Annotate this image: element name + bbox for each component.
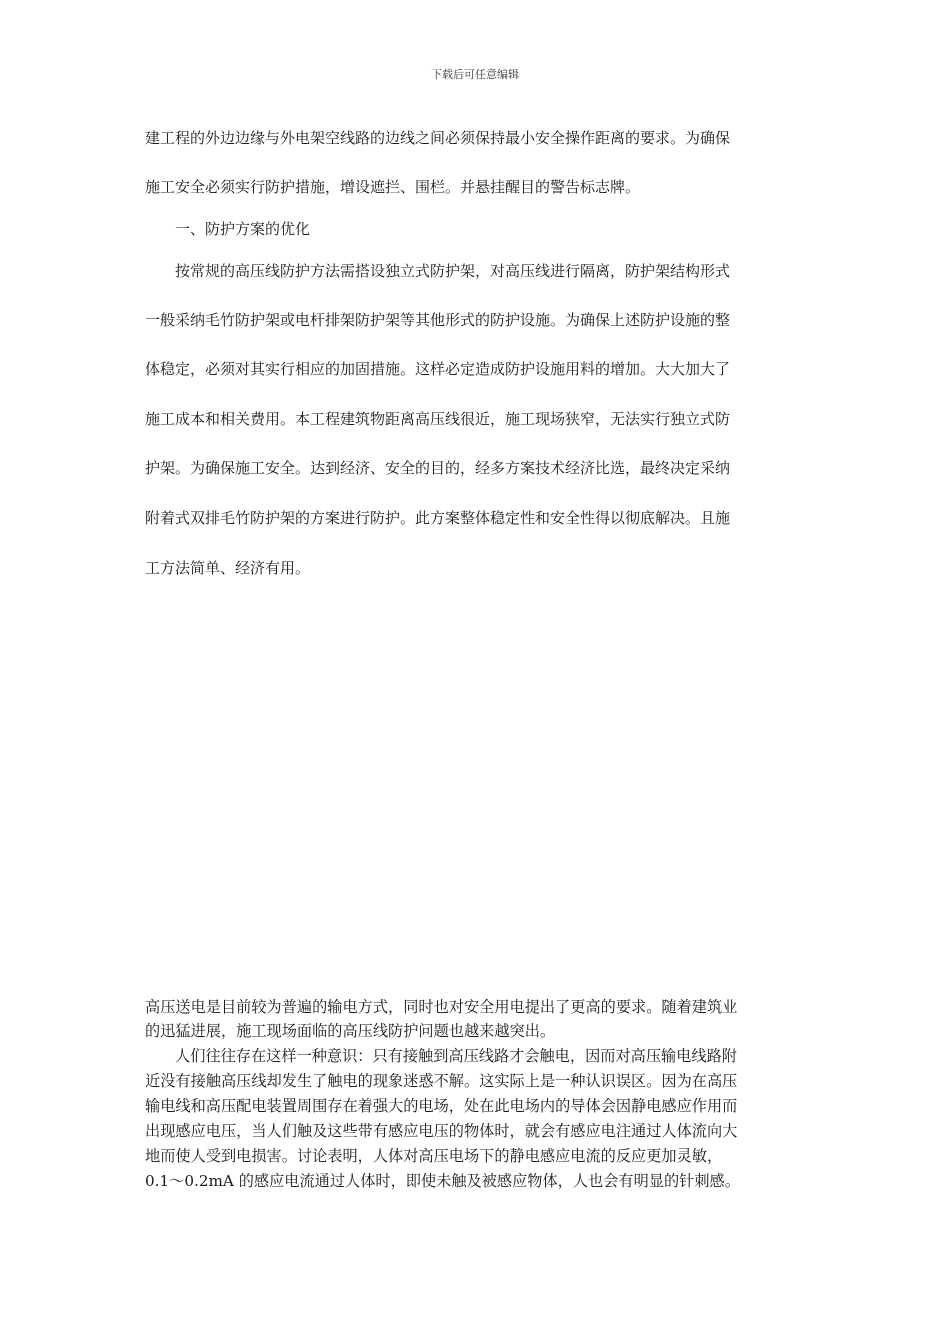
paragraph-line: 施工安全必须实行防护措施，增设遮拦、围栏。并悬挂醒目的警告标志牌。	[145, 178, 641, 196]
paragraph-line: 0.1～0.2mA 的感应电流通过人体时，即使未触及被感应物体，人也会有明显的针刺感。	[145, 1172, 740, 1190]
paragraph-line: 高压送电是目前较为普遍的输电方式，同时也对安全用电提出了更高的要求。随着建筑业	[145, 998, 738, 1016]
page-header: 下载后可任意编辑	[431, 68, 519, 81]
paragraph-line: 施工成本和相关费用。本工程建筑物距离高压线很近，施工现场狭窄，无法实行独立式防	[145, 410, 731, 428]
paragraph-line: 近没有接触高压线却发生了触电的现象迷惑不解。这实际上是一种认识误区。因为在高压	[145, 1072, 738, 1090]
paragraph-line: 的迅猛进展，施工现场面临的高压线防护问题也越来越突出。	[145, 1022, 556, 1040]
paragraph-line: 一般采纳毛竹防护架或电杆排架防护架等其他形式的防护设施。为确保上述防护设施的整	[145, 311, 731, 329]
paragraph-line: 人们往往存在这样一种意识：只有接触到高压线路才会触电，因而对高压输电线路附	[175, 1047, 737, 1065]
paragraph-line: 建工程的外边边缘与外电架空线路的边线之间必须保持最小安全操作距离的要求。为确保	[145, 129, 731, 147]
section-heading: 一、防护方案的优化	[175, 220, 311, 238]
paragraph-line: 出现感应电压，当人们触及这些带有感应电压的物体时，就会有感应电注通过人体流向大	[145, 1122, 738, 1140]
paragraph-line: 输电线和高压配电装置周围存在着强大的电场，处在此电场内的导体会因静电感应作用而	[145, 1097, 738, 1115]
paragraph-line: 护架。为确保施工安全。达到经济、安全的目的，经多方案技术经济比选，最终决定采纳	[145, 459, 731, 477]
paragraph-line: 附着式双排毛竹防护架的方案进行防护。此方案整体稳定性和安全性得以彻底解决。且施	[145, 509, 731, 527]
paragraph-line: 按常规的高压线防护方法需搭设独立式防护架，对高压线进行隔离，防护架结构形式	[175, 262, 731, 280]
paragraph-line: 地而使人受到电损害。讨论表明，人体对高压电场下的静电感应电流的反应更加灵敏，	[145, 1147, 723, 1165]
paragraph-line: 体稳定，必须对其实行相应的加固措施。这样必定造成防护设施用料的增加。大大加大了	[145, 360, 731, 378]
paragraph-line: 工方法简单、经济有用。	[145, 559, 311, 577]
